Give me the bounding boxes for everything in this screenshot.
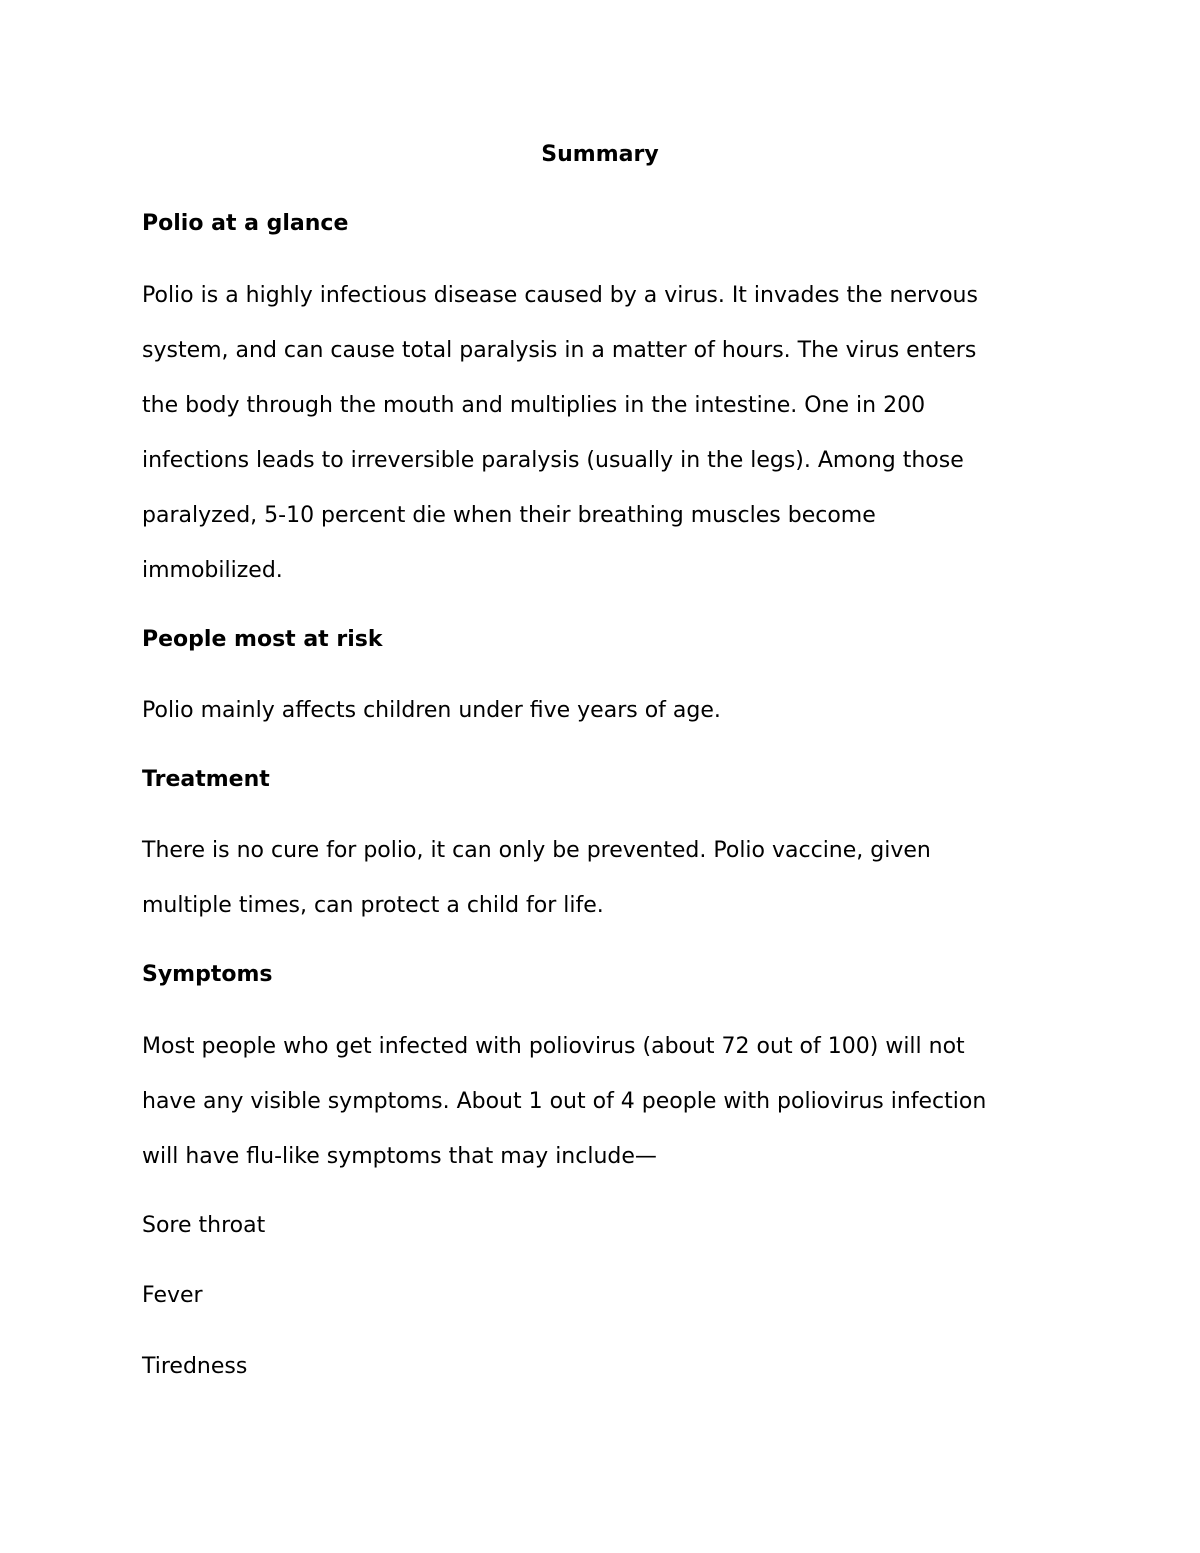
paragraph-line: system, and can cause total paralysis in a matter of hours. The virus enters [142, 338, 977, 363]
paragraph-line: Polio mainly affects children under five years of age. [142, 698, 721, 723]
section-heading-symptoms: Symptoms [142, 962, 273, 987]
symptom-item-fever: Fever [142, 1283, 203, 1308]
section-heading-people-most-at-risk: People most at risk [142, 627, 383, 652]
paragraph-line: infections leads to irreversible paralysis (usually in the legs). Among those [142, 448, 964, 473]
section-heading-treatment: Treatment [142, 767, 270, 792]
section-paragraph-people-most-at-risk [142, 683, 1072, 738]
section-paragraph-polio-at-a-glance [142, 268, 1072, 598]
paragraph-line: There is no cure for polio, it can only be prevented. Polio vaccine, given [142, 838, 931, 863]
section-heading-polio-at-a-glance: Polio at a glance [142, 211, 349, 236]
symptom-item-sore-throat: Sore throat [142, 1213, 266, 1238]
paragraph-line: will have flu-like symptoms that may include— [142, 1144, 657, 1169]
paragraph-line: Most people who get infected with poliovirus (about 72 out of 100) will not [142, 1034, 965, 1059]
paragraph-line: multiple times, can protect a child for life. [142, 893, 604, 918]
section-paragraph-symptoms [142, 1019, 1072, 1184]
page-title: Summary [541, 142, 659, 167]
paragraph-line: the body through the mouth and multiplies in the intestine. One in 200 [142, 393, 926, 418]
section-paragraph-treatment [142, 823, 1072, 933]
paragraph-line: paralyzed, 5-10 percent die when their breathing muscles become [142, 503, 876, 528]
paragraph-line: immobilized. [142, 558, 283, 583]
paragraph-line: have any visible symptoms. About 1 out of 4 people with poliovirus infection [142, 1089, 987, 1114]
paragraph-line: Polio is a highly infectious disease caused by a virus. It invades the nervous [142, 283, 978, 308]
symptom-item-tiredness: Tiredness [142, 1354, 248, 1379]
